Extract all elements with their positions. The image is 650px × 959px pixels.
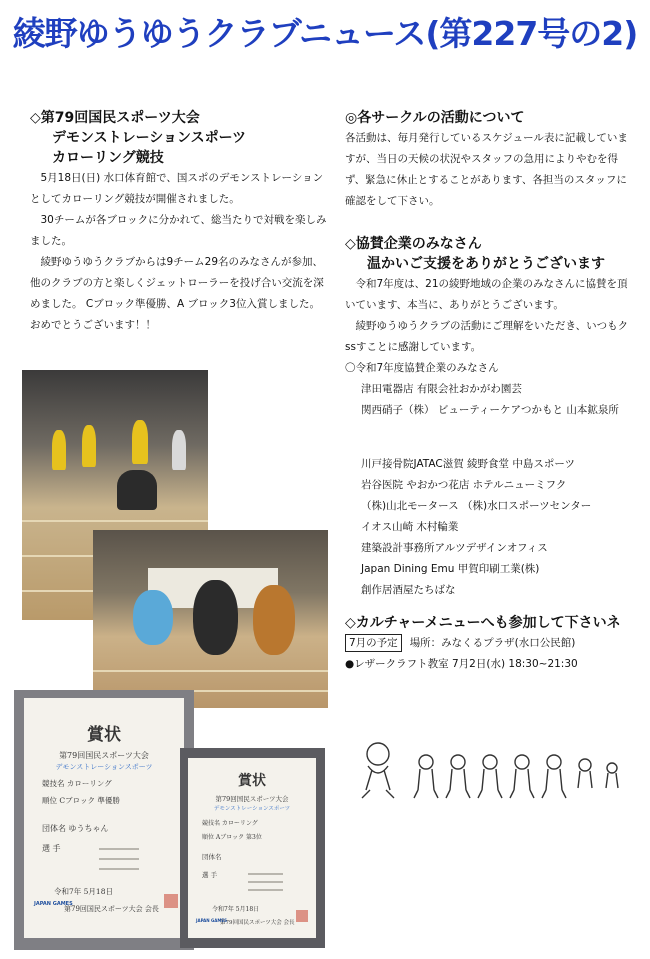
sponsor-paragraph-1: 令和7年度は、21の綾野地域の企業のみなさんに協賛を頂いています、本当に、ありがとうございます。 xyxy=(345,278,628,311)
certificate-2-title: 賞状 xyxy=(238,773,266,789)
japan-games-logo: JAPAN GAMES xyxy=(34,901,73,907)
stamp-icon-2 xyxy=(296,910,308,922)
certificate-2-date: 令和7年 5月18日 xyxy=(212,906,260,913)
certificate-1-date: 令和7年 5月18日 xyxy=(54,887,113,896)
sponsor-item: 建築設計事務所アルツデザインオフィス xyxy=(361,542,548,554)
certificate-2-event: 第79回国民スポーツ大会 xyxy=(215,795,289,803)
certificate-1-demo: デモンストレーションスポーツ xyxy=(55,763,153,771)
sponsor-item: 津田電器店 有限会社おかがわ園芸 xyxy=(361,383,522,395)
certificate-1-footer: 第79回国民スポーツ大会 会長 xyxy=(64,905,159,913)
certificate-2 xyxy=(188,758,316,938)
sponsor-paragraph-2: 綾野ゆうゆうクラブの活動にご理解をいただき、いつもクssすことに感謝しています。 xyxy=(345,320,629,353)
sponsor-item: 岩谷医院 やおかつ花店 ホテルニューミフク xyxy=(361,479,567,491)
sponsor-list xyxy=(345,379,635,601)
sponsor-item: 川戸接骨院JATAC滋賀 綾野食堂 中島スポーツ xyxy=(361,458,575,470)
right-column xyxy=(345,108,635,675)
plan-label: 7月の予定 xyxy=(345,634,402,652)
certificate-2-sport: 競技名 カローリング xyxy=(202,820,258,827)
sponsor-item xyxy=(361,421,635,442)
sponsor-heading: ◇協賛企業のみなさん xyxy=(345,236,482,252)
sponsor-subheading: 温かいご支援をありがとうございます xyxy=(367,256,605,272)
certificate-1 xyxy=(24,698,184,938)
circle-heading: ◎各サークルの活動について xyxy=(345,110,525,126)
certificate-1-team: 団体名 ゆうちゃん xyxy=(42,824,109,833)
certificate-2-team: 団体名 xyxy=(202,853,222,861)
event-subheading: デモンストレーションスポーツ xyxy=(52,130,247,146)
sponsor-list-heading: 〇令和7年度協賛企業のみなさん xyxy=(345,362,499,374)
japan-games-logo-2: JAPAN GAMES xyxy=(196,918,227,923)
event-heading: ◇第79回国民スポーツ大会 xyxy=(30,110,200,126)
stamp-icon xyxy=(164,894,178,908)
sponsor-item: 創作居酒屋たちばな xyxy=(361,584,456,596)
event-paragraph-1: 5月18日(日) 水口体育館で、国スポのデモンストレーションとしてカローリング競技が開催されました。 xyxy=(30,172,324,205)
certificate-1-sport: 競技名 カローリング xyxy=(42,779,112,788)
certificate-photo-1 xyxy=(14,690,194,950)
event-paragraph-3: 綾野ゆうゆうクラブからは9チーム29名のみなさんが参加、他のクラブの方と楽しくジェットローラーを投げ合い交流を深めました。 Cブロック準優勝、A ブロック3位入賞しました。 おめでとうございます！！ xyxy=(30,256,324,331)
cartoon-characters-illustration xyxy=(356,740,636,802)
event-sport-heading: カローリング競技 xyxy=(52,150,164,166)
gym-photo-2 xyxy=(93,530,328,708)
sponsor-item: 関西硝子（株） ビューティーケアつかもと 山本鉱泉所 xyxy=(361,404,619,416)
certificate-1-event: 第79回国民スポーツ大会 xyxy=(59,751,149,760)
certificate-1-title: 賞状 xyxy=(87,725,121,745)
certificate-1-players: 選 手 xyxy=(42,844,61,853)
circle-text: 各活動は、毎月発行しているスケジュール表に記載していますが、当日の天候の状況やスタッフの急用によりやむを得ず、緊急に休止とすることがあります、各担当のスタッフに確認をして下さい。 xyxy=(345,132,628,207)
sponsor-item: イオス山崎 木村輪業 xyxy=(361,521,459,533)
certificate-photo-2 xyxy=(180,748,325,948)
sponsor-item: Japan Dining Emu 甲賀印刷工業(株) xyxy=(361,563,540,575)
left-column xyxy=(30,108,330,336)
certificate-2-footer: 第79回国民スポーツ大会 会長 xyxy=(220,920,295,926)
culture-heading: ◇カルチャーメニューへも参加して下さいネ xyxy=(345,615,621,631)
plan-place: 場所：みなくるプラザ(水口公民館) xyxy=(409,637,576,649)
event-paragraph-2: 30チームが各ブロックに分かれて、総当たりで対戦を楽しみました。 xyxy=(30,214,327,247)
certificate-1-rank: 順位 Cブロック 準優勝 xyxy=(42,796,120,805)
plan-item: ●レザークラフト教室 7月2日(水) 18:30~21:30 xyxy=(345,658,578,670)
newsletter-title: 綾野ゆうゆうクラブニュース(第227号の2) xyxy=(12,14,638,53)
certificate-2-rank: 順位 Aブロック 第3位 xyxy=(202,834,262,841)
sponsor-item: （株)山北モータース （株)水口スポーツセンター xyxy=(361,500,592,512)
certificate-2-demo: デモンストレーションスポーツ xyxy=(213,806,291,812)
certificate-2-players: 選 手 xyxy=(202,871,218,879)
